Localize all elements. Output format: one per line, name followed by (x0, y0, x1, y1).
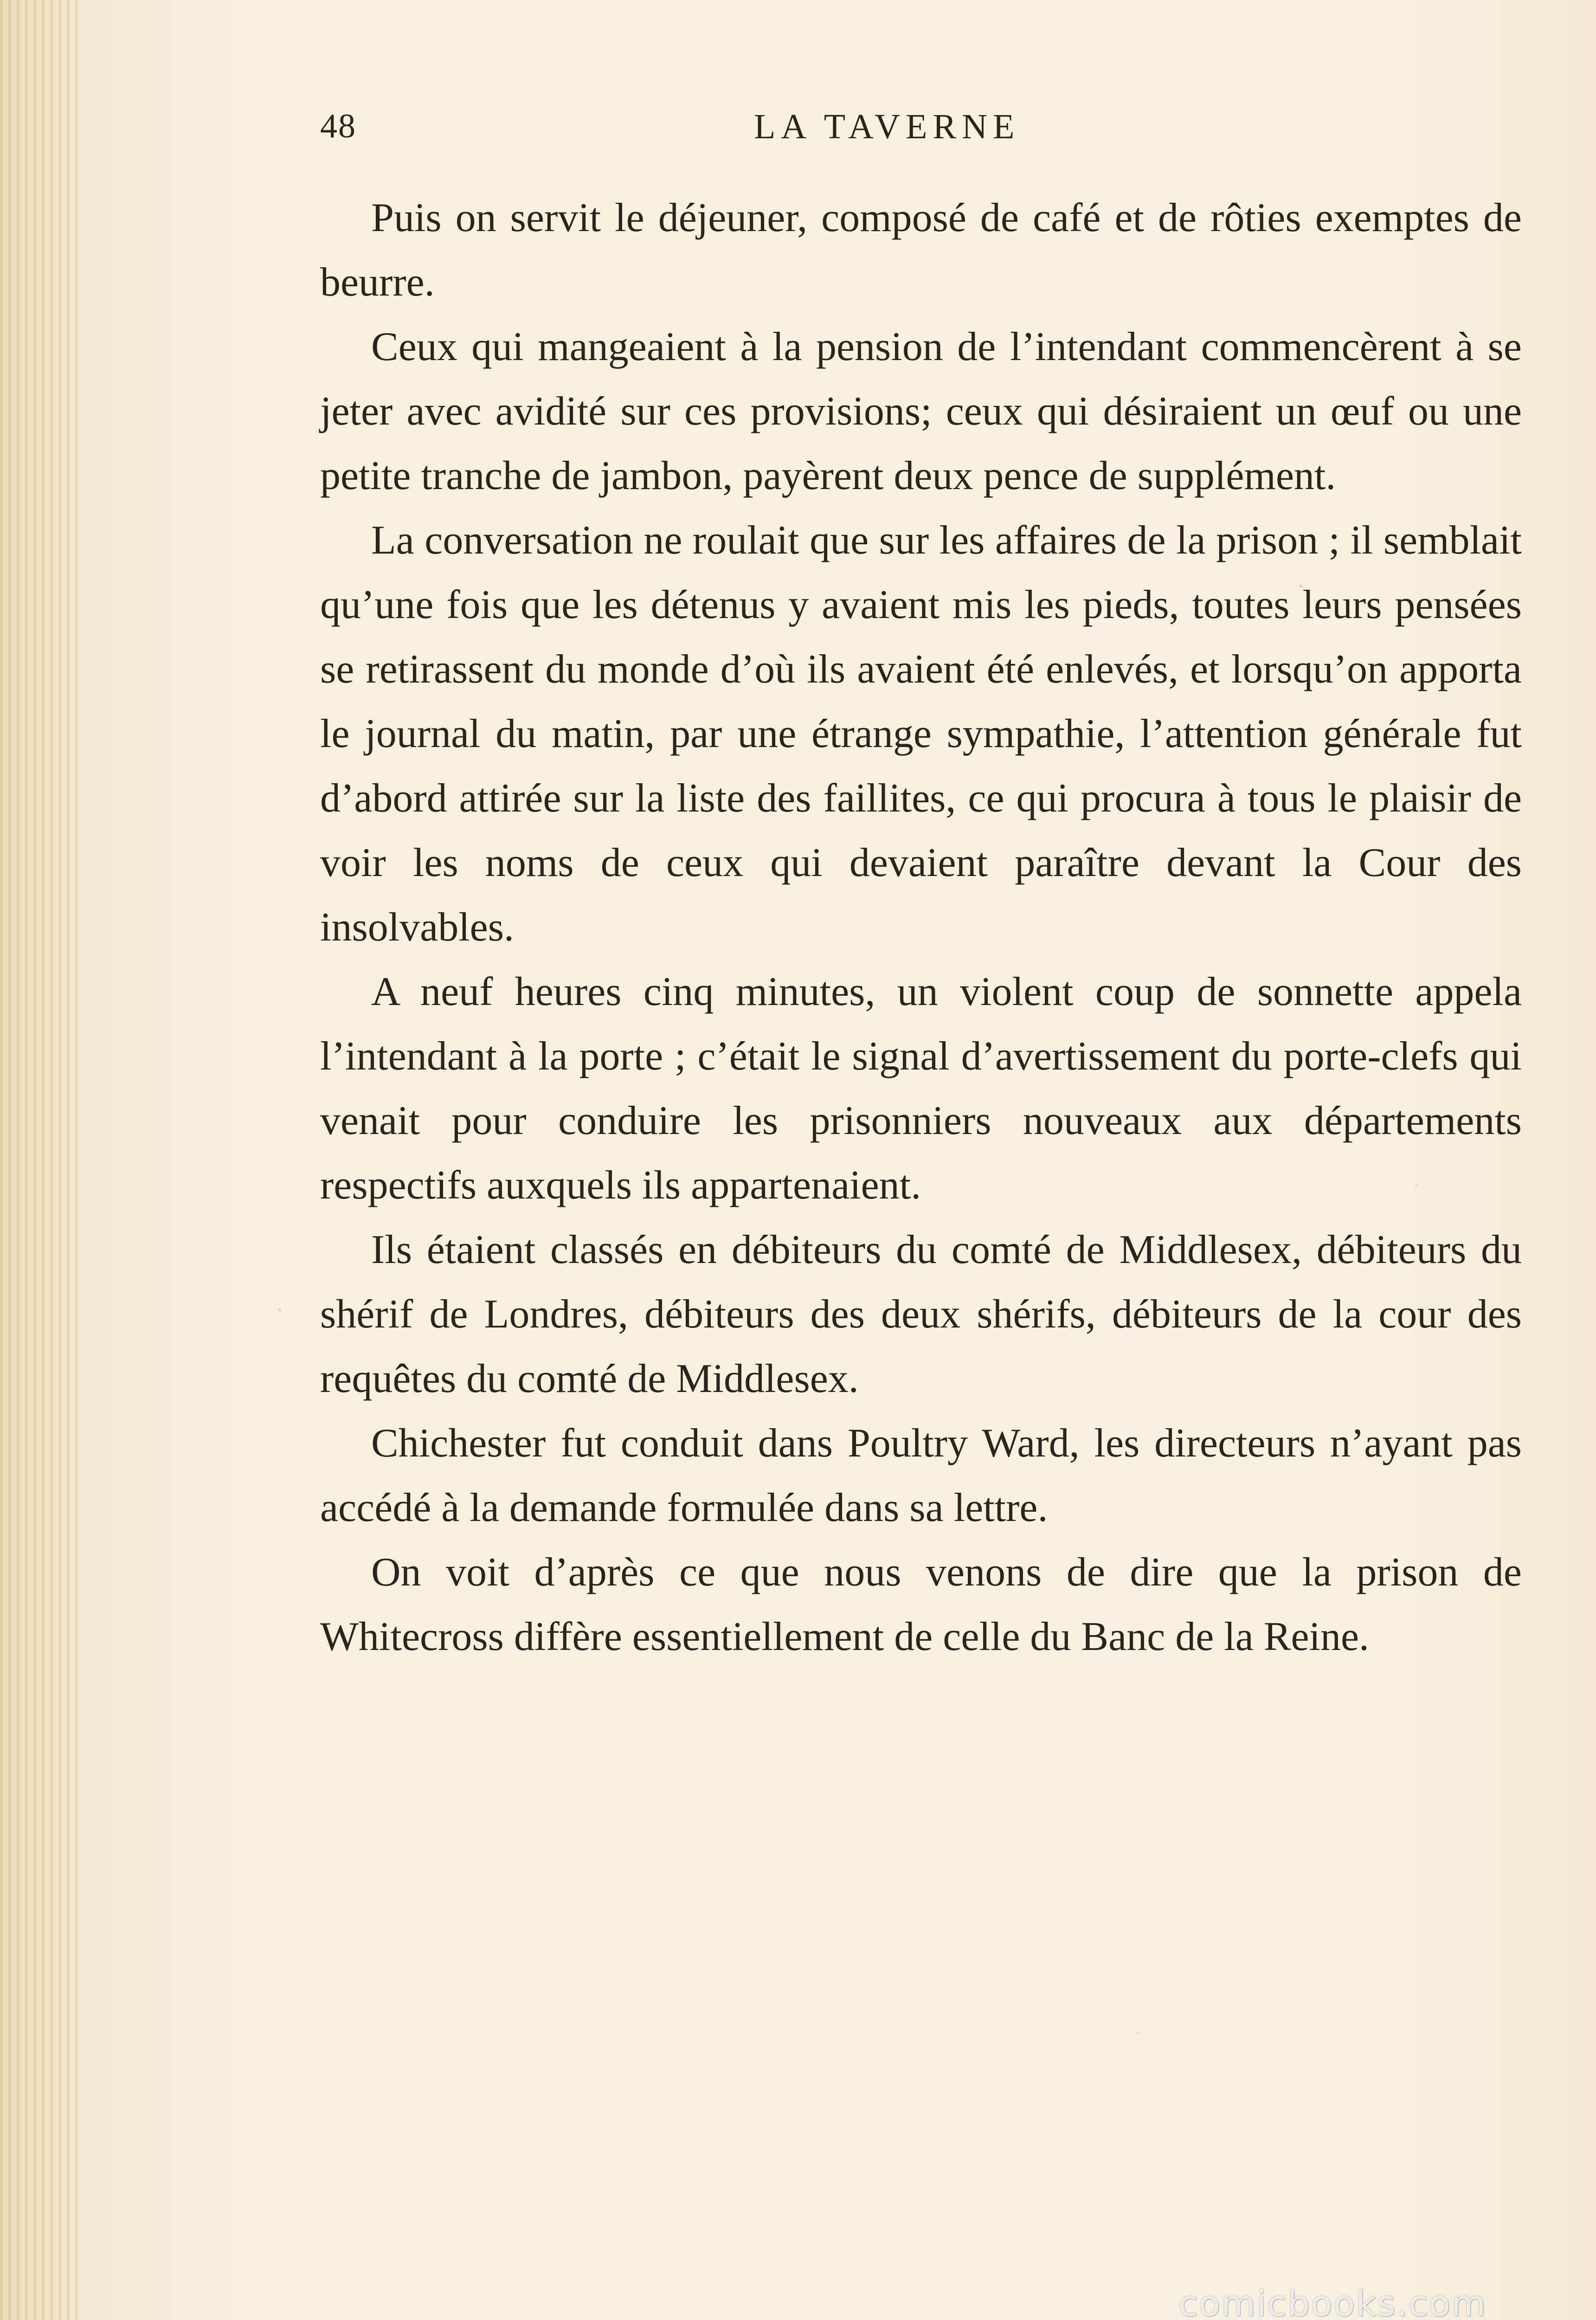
page-header (320, 107, 1095, 162)
paragraph-debtor-classes: Ils étaient classés en débiteurs du comté de Middlesex, débiteurs du shérif de Londres, débiteurs des deux shérifs, débiteurs de la cour des requêtes du comté de Middlesex. (320, 1227, 1522, 1401)
paragraph-whitecross-prison: On voit d’après ce que nous venons de dire que la prison de Whitecross diffère essentiellement de celle du Banc de la Reine. (320, 1550, 1522, 1659)
body-text (320, 186, 1522, 1669)
paragraph-poultry-ward: Chichester fut conduit dans Poultry Ward, les directeurs n’ayant pas accédé à la demande formulée dans sa lettre. (320, 1421, 1522, 1530)
paragraph-provisions: Ceux qui mangeaient à la pension de l’intendant commencèrent à se jeter avec avidité sur ces provisions; ceux qui désiraient un œuf ou une petite tranche de jambon, payèrent deux pence de supplément. (320, 324, 1522, 498)
page-binding-edge (0, 0, 79, 2320)
paper-speck (278, 1308, 281, 1311)
paper-speck (1137, 2032, 1139, 2035)
paragraph-breakfast: Puis on servit le déjeuner, composé de café et de rôties exemptes de beurre. (320, 195, 1522, 305)
paragraph-bell-signal: A neuf heures cinq minutes, un violent coup de sonnette appela l’intendant à la porte ; c’était le signal d’avertissement du porte-clefs qui venait pour conduire les prisonniers nouveaux aux départements respectifs auxquels ils appartenaient. (320, 969, 1522, 1208)
watermark-text: comicbooks.com (1178, 2283, 1487, 2320)
paragraph-conversation: La conversation ne roulait que sur les affaires de la prison ; il semblait qu’une fois que les détenus y avaient mis les pieds, toutes leurs pensées se retirassent du monde d’où ils avaient été enlevés, et lorsqu’on apporta le journal du matin, par une étrange sympathie, l’attention générale fut d’abord attirée sur la liste des faillites, ce qui procura à tous le plaisir de voir les noms de ceux qui devaient paraître devant la Cour des insolvables. (320, 518, 1522, 950)
running-title: LA TAVERNE (754, 107, 1020, 146)
page-number: 48 (320, 107, 356, 145)
